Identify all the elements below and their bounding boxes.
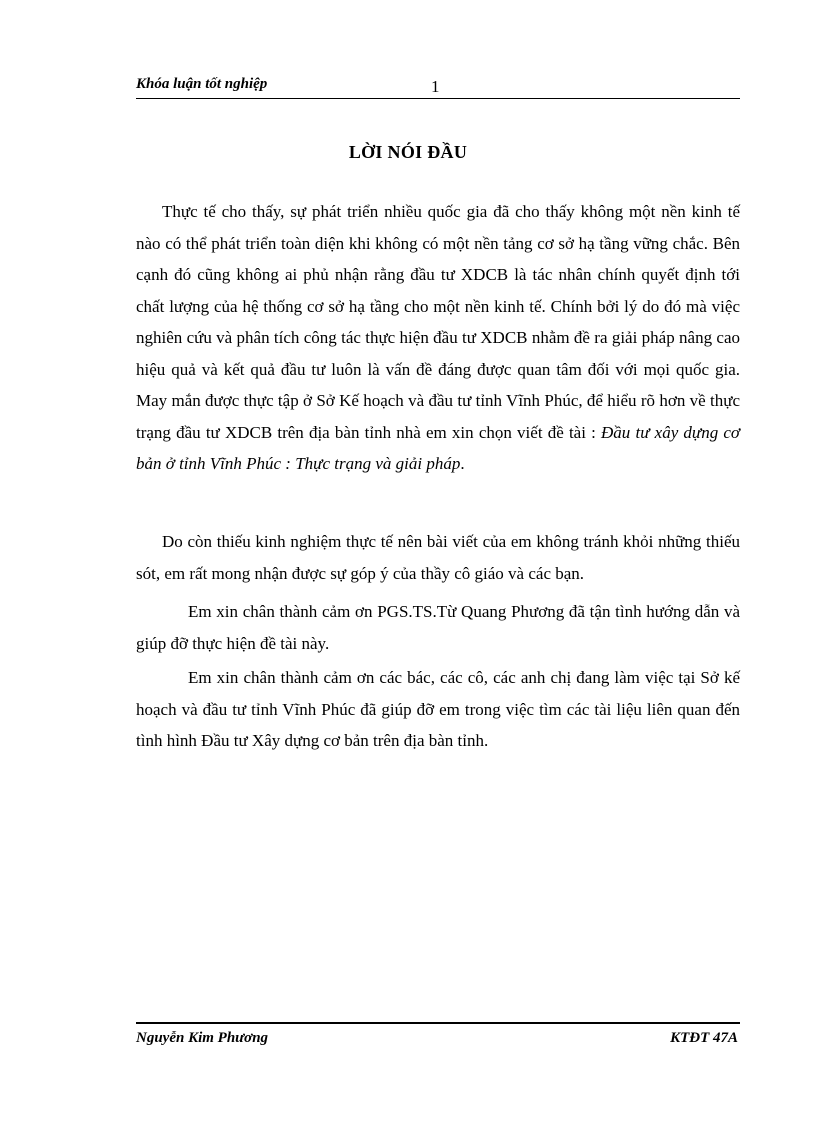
paragraph-3	[136, 596, 740, 659]
page-number: 1	[431, 77, 440, 96]
paragraph-3-text: Em xin chân thành cảm ơn PGS.TS.Từ Quang Phương đã tận tình hướng dẫn và giúp đỡ thực hiện đề tài này.	[136, 602, 740, 653]
paragraph-2-text: Do còn thiếu kinh nghiệm thực tế nên bài viết của em không tránh khỏi những thiếu sót, em rất mong nhận được sự góp ý của thầy cô giáo và các bạn.	[136, 532, 740, 583]
paragraph-4	[136, 662, 740, 757]
footer-class: KTĐT 47A	[670, 1030, 738, 1046]
paragraph-4-text: Em xin chân thành cảm ơn các bác, các cô, các anh chị đang làm việc tại Sở kế hoạch và đầu tư tỉnh Vĩnh Phúc đã giúp đỡ em trong việc tìm các tài liệu liên quan đến tình hình Đầu tư Xây dựng cơ bản trên địa bàn tỉnh.	[136, 668, 740, 750]
paragraph-1-text: Thực tế cho thấy, sự phát triển nhiều quốc gia đã cho thấy không một nền kinh tế nào có thể phát triển toàn diện khi không có một nền tảng cơ sở hạ tầng vững chắc. Bên cạnh đó cũng không ai phủ nhận rằng đầu tư XDCB là tác nhân chính quyết định tới chất lượng của hệ thống cơ sở hạ tầng cho một nền kinh tế. Chính bởi lý do đó mà việc nghiên cứu và phân tích công tác thực hiện đầu tư XDCB nhằm đề ra giải pháp nâng cao hiệu quả và kết quả đầu tư luôn là vấn đề đáng được quan tâm đối với mọi quốc gia. May mắn được thực tập ở Sở Kế hoạch và đầu tư tỉnh Vĩnh Phúc, để hiểu rõ hơn về thực trạng đầu tư XDCB trên địa bàn tỉnh nhà em xin chọn viết đề tài :	[136, 202, 740, 442]
page-header	[136, 74, 740, 99]
paragraph-2	[136, 526, 740, 589]
paragraph-1-end: .	[460, 454, 465, 473]
thesis-topic: Đầu tư xây dựng cơ bản ở tỉnh Vĩnh Phúc : Thực trạng và giải pháp	[136, 422, 740, 473]
header-title: Khóa luận tốt nghiệp	[136, 76, 268, 92]
page-footer	[136, 1022, 740, 1050]
paragraph-1	[136, 196, 740, 480]
section-title: LỜI NÓI ĐẦU	[348, 142, 468, 162]
footer-author: Nguyễn Kim Phương	[136, 1030, 269, 1046]
